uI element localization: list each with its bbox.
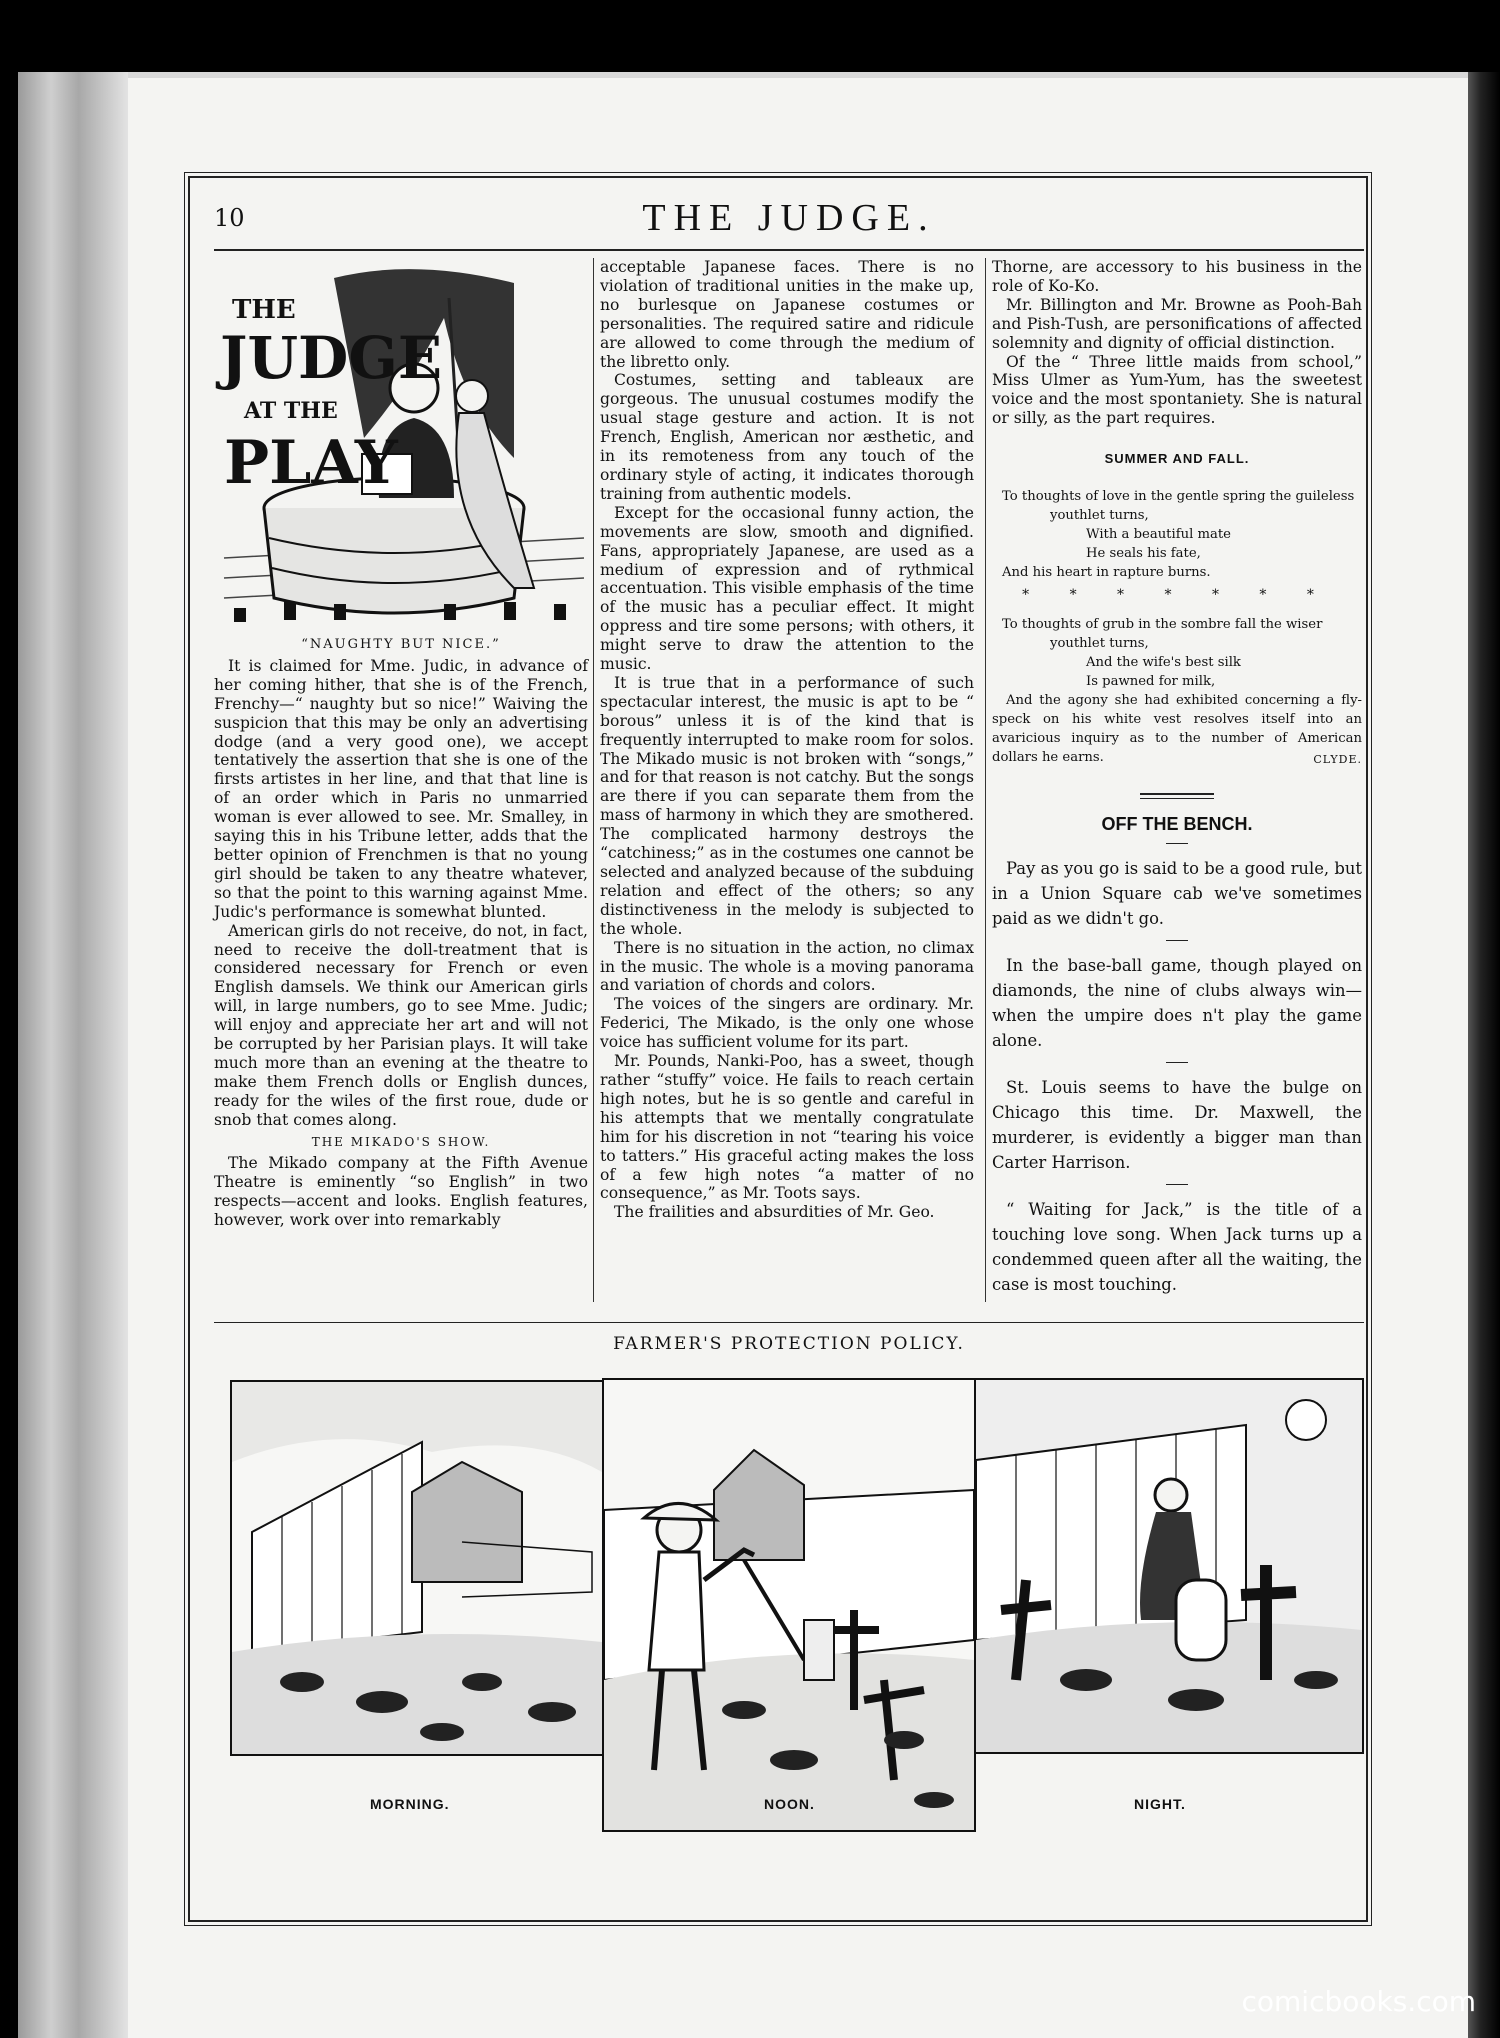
bench-item: Pay as you go is said to be a good rule, but in a Union Square cab we've sometimes paid as we didn't go. (992, 858, 1362, 928)
poem-line: youthlet turns, (1050, 508, 1149, 524)
poem-stanza-2 (992, 615, 1362, 691)
paragraph: It is true that in a performance of such spectacular interest, the music is apt to be “ borous” unless it is of the kind that is frequently interrupted to make room for solos. The Mikado music is not broken with “songs,” and for that reason is not catchy. But the songs are there if you can separate them from the mass of harmony in which they are smothered. The complicated harmony destroys the “catchiness;” as in the costumes one cannot be selected and analyzed because of the subduing relation and effect of the others; so any distinctiveness in the melody is subjected to the whole. (600, 673, 975, 938)
paragraph: The voices of the singers are ordinary. Mr. Federici, The Mikado, is the only one whose voice has sufficient volume for its part. (600, 995, 974, 1052)
paragraph: It is claimed for Mme. Judic, in advance of her coming hither, that she is of the French, Frenchy—“ naughty but so nice!” Waiving the suspicion that this may be only an advertising dodge (and a very good one), we accept tentatively the assertion that she is one of the firsts artistes in her line, and that that line is of an order which in Paris no unmarried woman is ever allowed to see. Mr. Smalley, in saying this in his Tribune letter, adds that the better opinion of Frenchmen is that no young girl should be taken to any theatre whatever, so that the point to this warning against Mme. Judic's performance is somewhat blunted. (214, 656, 588, 921)
paragraph: American girls do not receive, do not, in fact, need to receive the doll-treatment that is considered necessary for French or even English damsels. We think our American girls will, in large numbers, go to see Mme. Judic; will enjoy and appreciate her art and will not be corrupted by her Parisian plays. It will take much more than an evening at the theatre to make them French dolls or English dunces, ready for the wiles of the first roue, dude or snob that comes along. (214, 921, 588, 1129)
poem-line: To thoughts of love in the gentle spring the guileless (1002, 489, 1355, 505)
double-rule (1140, 793, 1214, 799)
dash-rule (1166, 843, 1188, 844)
column-2 (600, 258, 974, 1222)
masthead-rule (214, 249, 1364, 251)
paragraph: The Mikado company at the Fifth Avenue Theatre is eminently “so English” in two respects—accent and looks. English features, however, work over into remarkably (214, 1154, 588, 1230)
poem-line: youthlet turns, (1050, 635, 1149, 651)
panel-label-noon: NOON. (764, 1796, 815, 1812)
column-1 (214, 258, 588, 1230)
dash-rule (1166, 1062, 1188, 1063)
poem-line: Is pawned for milk, (1086, 673, 1216, 689)
page-number: 10 (214, 204, 245, 232)
dash-rule (1166, 1184, 1188, 1185)
paragraph: Thorne, are accessory to his business in the role of Ko-Ko. (992, 258, 1362, 295)
poem-title: SUMMER AND FALL. (1104, 451, 1250, 467)
paragraph: acceptable Japanese faces. There is no violation of traditional unities in the make up, no burlesque on Japanese costumes or personalities. The required satire and ridicule are allowed to come through the medium of the libretto only. (600, 258, 974, 371)
cartoon-panel-noon (602, 1378, 976, 1832)
poem-stanza-1 (992, 487, 1362, 582)
paragraph: Mr. Billington and Mr. Browne as Pooh-Bah and Pish-Tush, are personifications of affected solemnity and dignity of official distinction. (992, 295, 1362, 352)
section-break-stars: * * * * * * * (1022, 587, 1332, 604)
svg-text:THE: THE (232, 295, 296, 325)
poem-closing-text: And the agony she had exhibited concerning a fly-speck on his white vest resolves itself into an avaricious inquiry as to the number of American dollars he earns. (992, 692, 1362, 765)
section-subhead: THE MIKADO'S SHOW. (311, 1134, 491, 1149)
poem-closing (992, 691, 1362, 767)
page-edge-shadow (1468, 72, 1500, 2038)
poem-signature: CLYDE. (1313, 752, 1362, 766)
svg-text:JUDGE: JUDGE (220, 324, 443, 392)
masthead (214, 196, 1364, 242)
paragraph: Of the “ Three little maids from school,” Miss Ulmer as Yum-Yum, has the sweetest voice and the most spontaniety. She is natural or silly, as the part requires. (992, 352, 1362, 428)
bench-item: In the base-ball game, though played on diamonds, the nine of clubs always win—when the umpire does n't play the game alone. (992, 955, 1362, 1050)
paragraph: The frailities and absurdities of Mr. Geo. (614, 1203, 935, 1222)
section-title: OFF THE BENCH. (1101, 813, 1253, 834)
column-divider-2 (985, 258, 986, 1302)
cartoon-rule (214, 1322, 1364, 1323)
poem-line: And his heart in rapture burns. (1002, 565, 1211, 581)
publication-title: THE JUDGE. (642, 197, 936, 239)
panel-label-night: NIGHT. (1134, 1796, 1186, 1812)
column-divider-1 (593, 258, 594, 1302)
bench-item: “ Waiting for Jack,” is the title of a touching love song. When Jack turns up a condemmed queen after all the waiting, the case is most touching. (992, 1199, 1362, 1294)
paragraph: Costumes, setting and tableaux are gorgeous. The unusual costumes modify the usual stage gesture and action. It is not French, English, American nor æsthetic, and in its remoteness from any touch of the ordinary style of acting, it indicates thorough training from authentic models. (600, 371, 974, 503)
column-3 (992, 258, 1362, 1297)
svg-text:PLAY: PLAY (224, 428, 398, 498)
bench-item: St. Louis seems to have the bulge on Chicago this time. Dr. Maxwell, the murderer, is evidently a bigger man than Carter Harrison. (992, 1077, 1362, 1172)
poem-line: To thoughts of grub in the sombre fall the wiser (1002, 616, 1323, 632)
illustration-caption: “NAUGHTY BUT NICE.” (301, 637, 501, 652)
poem-line: With a beautiful mate (1086, 527, 1231, 543)
off-the-bench-items (992, 856, 1362, 1297)
cartoon-title: FARMER'S PROTECTION POLICY. (613, 1334, 965, 1354)
watermark: comicbooks.com (1241, 1985, 1476, 2018)
paragraph: Except for the occasional funny action, the movements are slow, smooth and dignified. Fans, appropriately Japanese, are used as a medium of expression and of rythmical accentuation. This visible emphasis of the time of the music has a peculiar effect. It might oppress and tire some persons; with others, it might serve to draw the attention to the music. (600, 503, 974, 674)
panel-label-morning: MORNING. (370, 1796, 450, 1812)
poem-line: And the wife's best silk (1086, 654, 1241, 670)
poem-line: He seals his fate, (1086, 546, 1201, 562)
paragraph: There is no situation in the action, no climax in the music. The whole is a moving panorama and variation of chords and colors. (600, 938, 974, 995)
judge-at-the-play-illustration (214, 258, 588, 628)
dash-rule (1166, 940, 1188, 941)
paragraph: Mr. Pounds, Nanki-Poo, has a sweet, though rather “stuffy” voice. He fails to reach certain high notes, but he is so gentle and careful in his attempts that we mentally congratulate him for his discretion in not “tearing his voice to tatters.” His graceful acting makes the loss of a few high notes “a matter of no consequence,” as Mr. Toots says. (600, 1052, 974, 1203)
book-binding (18, 72, 128, 2038)
cartoon-panels (230, 1378, 1360, 1778)
svg-text:AT THE: AT THE (244, 398, 338, 424)
cartoon-panel-morning (230, 1380, 604, 1756)
cartoon-panel-night (974, 1378, 1364, 1754)
